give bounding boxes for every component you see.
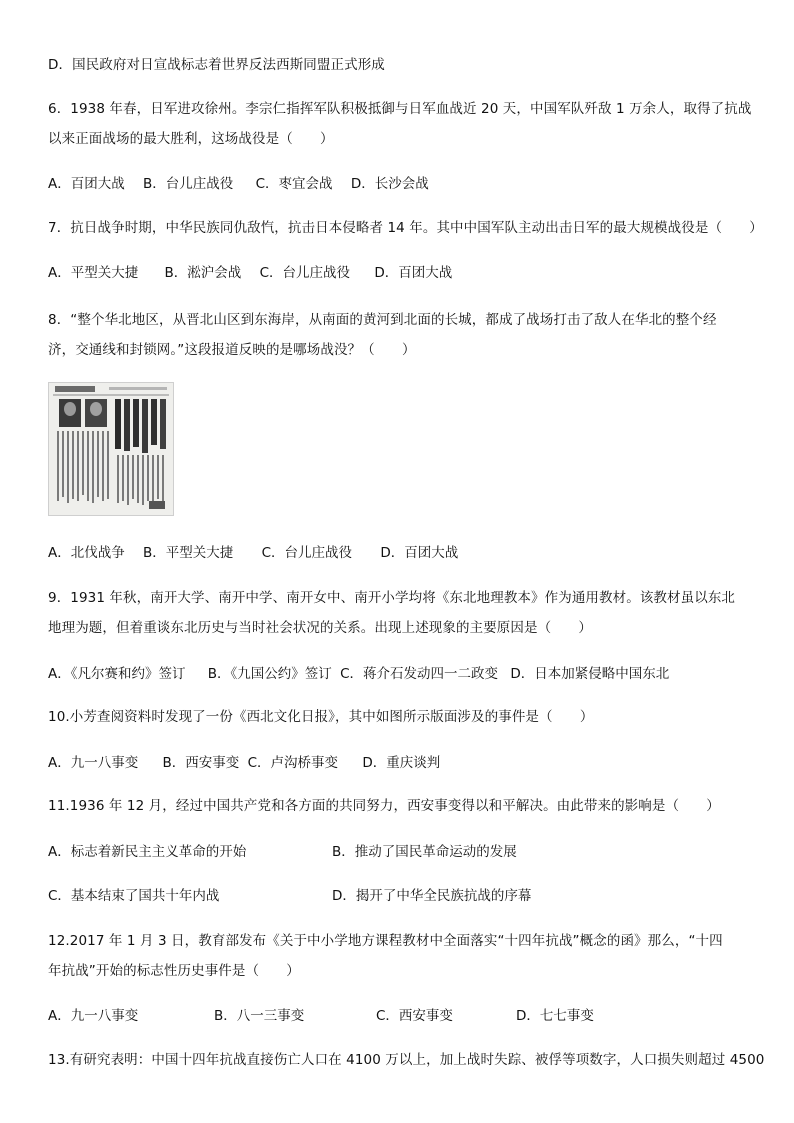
q11-option-b[interactable]: B．推动了国民革命运动的发展 <box>332 844 517 860</box>
q11-stem-line1: 11.1936 年 12 月，经过中国共产党和各方面的共同努力，西安事变得以和平解决。由此带来的影响是（ ） <box>48 798 720 814</box>
q10-option-b[interactable]: B．西安事变 <box>162 755 240 771</box>
q8-options <box>48 543 760 563</box>
q8-option-a[interactable]: A．北伐战争 <box>48 545 125 561</box>
q6-option-c[interactable]: C．枣宜会战 <box>255 176 333 192</box>
q8-option-c[interactable]: C．台儿庄战役 <box>261 545 353 561</box>
q9-option-b[interactable]: B．《九国公约》签订 <box>207 666 332 682</box>
q10-stem-line1: 10.小芳查阅资料时发现了一份《西北文化日报》，其中如图所示版面涉及的事件是（ ） <box>48 709 594 725</box>
q6-option-b[interactable]: B．台儿庄战役 <box>143 176 234 192</box>
q9-option-a[interactable]: A．《凡尔赛和约》签订 <box>48 666 186 682</box>
q11-option-c[interactable]: C．基本结束了国共十年内战 <box>48 888 220 904</box>
q12-option-d[interactable]: D．七七事变 <box>516 1008 594 1024</box>
q10-options <box>48 753 760 773</box>
q11-options-row1 <box>48 842 760 862</box>
q10-option-c[interactable]: C．卢沟桥事变 <box>247 755 339 771</box>
q10-option-a[interactable]: A．九一八事变 <box>48 755 139 771</box>
q12-option-b[interactable]: B．八一三事变 <box>214 1008 305 1024</box>
newspaper-illustration <box>49 383 173 515</box>
q12-option-c[interactable]: C．西安事变 <box>376 1008 453 1024</box>
q11-option-a[interactable]: A．标志着新民主主义革命的开始 <box>48 844 247 860</box>
q9-options <box>48 664 760 684</box>
q5-option-d: D．国民政府对日宣战标志着世界反法西斯同盟正式形成 <box>48 57 385 73</box>
q9-option-c[interactable]: C．蒋介石发动四一二政变 <box>340 666 499 682</box>
q6-options <box>48 174 760 194</box>
q8-option-b[interactable]: B．平型关大捷 <box>143 545 234 561</box>
q7-stem-line1: 7．抗日战争时期，中华民族同仇敌忾，抗击日本侵略者 14 年。其中中国军队主动出击日军的最大规模战役是（ ） <box>48 220 763 236</box>
q7-option-b[interactable]: B．淞沪会战 <box>164 265 242 281</box>
q8-stem-line2: 济，交通线和封锁网。”这段报道反映的是哪场战没？（ ） <box>48 342 416 358</box>
q7-options <box>48 263 760 283</box>
q6-option-a[interactable]: A．百团大战 <box>48 176 125 192</box>
q7-option-a[interactable]: A．平型关大捷 <box>48 265 139 281</box>
q13-stem-line1: 13.有研究表明：中国十四年抗战直接伤亡人口在 4100 万以上，加上战时失踪、被俘等项数字，人口损失则超过 4500 <box>48 1052 765 1068</box>
q8-option-d[interactable]: D．百团大战 <box>380 545 459 561</box>
q12-stem-line2: 年抗战”开始的标志性历史事件是（ ） <box>48 963 300 979</box>
q11-option-d[interactable]: D．揭开了中华全民族抗战的序幕 <box>332 888 532 904</box>
newspaper-image <box>48 382 174 516</box>
q6-stem-line2: 以来正面战场的最大胜利，这场战役是（ ） <box>48 131 334 147</box>
q10-option-d[interactable]: D．重庆谈判 <box>362 755 441 771</box>
q12-stem-line1: 12.2017 年 1 月 3 日，教育部发布《关于中小学地方课程教材中全面落实“十四年抗战”概念的函》那么，“十四 <box>48 933 723 949</box>
q9-stem-line1: 9．1931 年秋，南开大学、南开中学、南开女中、南开小学均将《东北地理教本》作为通用教材。该教材虽以东北 <box>48 590 736 606</box>
q9-option-d[interactable]: D．日本加紧侵略中国东北 <box>510 666 670 682</box>
q7-option-c[interactable]: C．台儿庄战役 <box>259 265 351 281</box>
q11-options-row2 <box>48 886 760 906</box>
q6-stem-line1: 6．1938 年春，日军进攻徐州。李宗仁指挥军队积极抵御与日军血战近 20 天，中国军队歼敌 1 万余人，取得了抗战 <box>48 101 752 117</box>
q12-option-a[interactable]: A．九一八事变 <box>48 1008 139 1024</box>
q7-option-d[interactable]: D．百团大战 <box>374 265 453 281</box>
q8-stem-line1: 8．“整个华北地区，从晋北山区到东海岸，从南面的黄河到北面的长城，都成了战场打击了敌人在华北的整个经 <box>48 312 717 328</box>
q9-stem-line2: 地理为题，但着重谈东北历史与当时社会状况的关系。出现上述现象的主要原因是（ ） <box>48 620 592 636</box>
q12-options <box>48 1006 760 1026</box>
q6-option-d[interactable]: D．长沙会战 <box>350 176 429 192</box>
